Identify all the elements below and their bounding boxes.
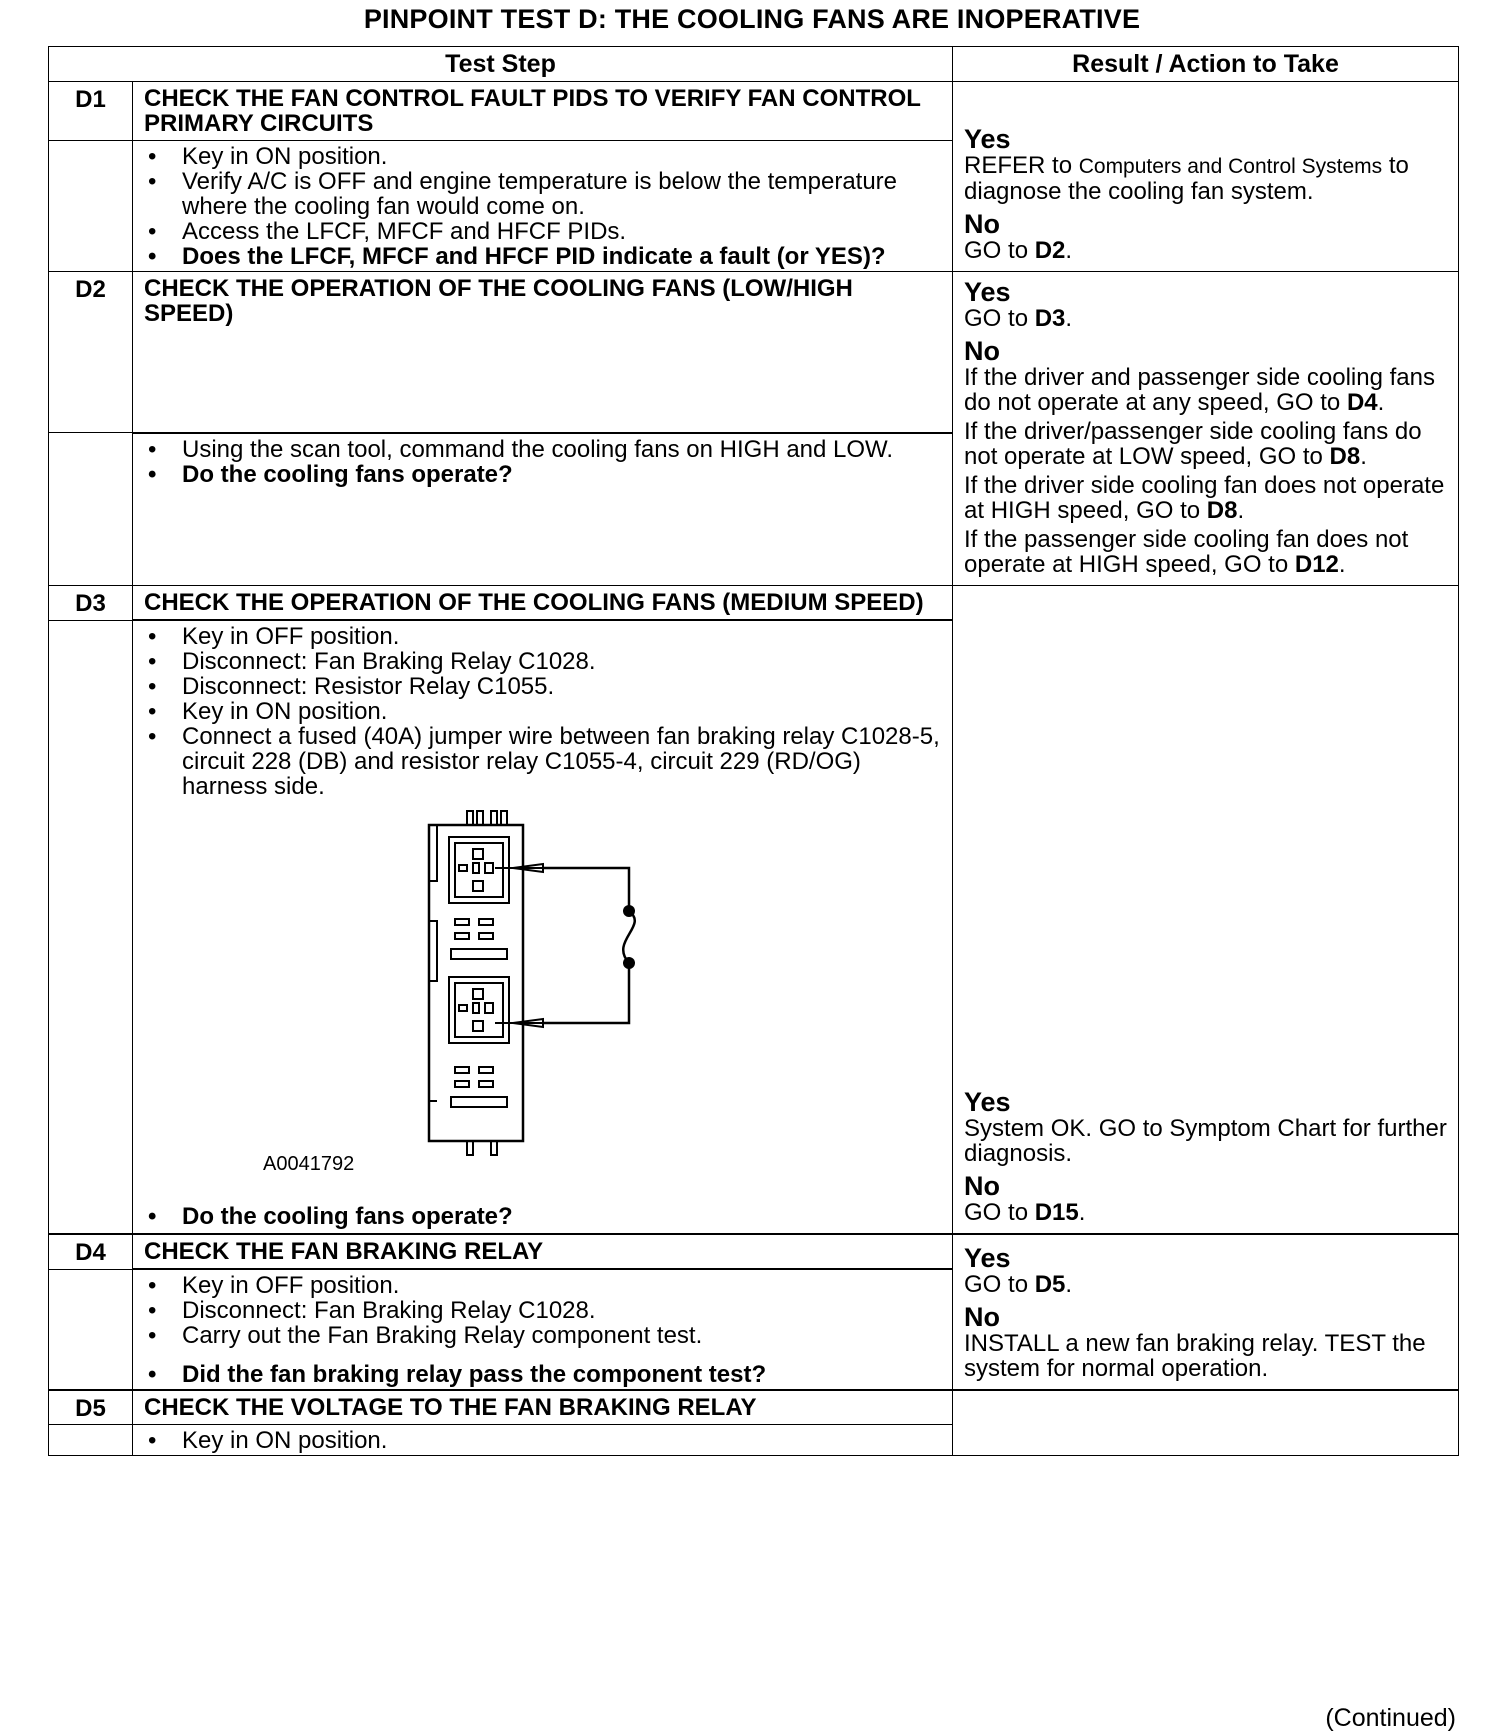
no-action: If the passenger side cooling fan does not operate at HIGH speed, GO to D12. (964, 526, 1409, 578)
pinpoint-test-table (48, 46, 1459, 1456)
yes-label: Yes (964, 1087, 1011, 1117)
no-action: INSTALL a new fan braking relay. TEST the system for normal operation. (964, 1330, 1426, 1382)
step-d3-result (953, 586, 1459, 1235)
step-id: D4 (49, 1234, 133, 1269)
yes-label: Yes (964, 124, 1011, 154)
list-item: • Disconnect: Fan Braking Relay C1028. (145, 1298, 944, 1323)
no-action: GO to D2. (964, 237, 1073, 264)
step-title: CHECK THE FAN CONTROL FAULT PIDS TO VERIFY FAN CONTROL PRIMARY CIRCUITS (133, 82, 953, 141)
step-title: CHECK THE FAN BRAKING RELAY (133, 1234, 953, 1269)
list-item: • Connect a fused (40A) jumper wire between fan braking relay C1028-5, circuit 228 (DB) and resistor relay C1055-4, circuit 229 (RD/OG) harness side. (145, 724, 944, 799)
step-question: • Do the cooling fans operate? (145, 462, 944, 487)
step-d4-body (133, 1269, 953, 1390)
step-d2-body (133, 433, 953, 586)
list-item: • Access the LFCF, MFCF and HFCF PIDs. (145, 219, 944, 244)
step-d2-title-row (49, 272, 1459, 433)
step-d5-title-row (49, 1390, 1459, 1425)
page-title: PINPOINT TEST D: THE COOLING FANS ARE INOPERATIVE (363, 4, 1141, 34)
step-d1-body (133, 141, 953, 272)
relay-diagram-svg (133, 801, 693, 1181)
no-action: If the driver side cooling fan does not operate at HIGH speed, GO to D8. (964, 472, 1445, 524)
step-id: D2 (49, 272, 133, 433)
step-d5-body (133, 1425, 953, 1456)
list-item: • Key in ON position. (145, 1428, 944, 1453)
step-title: CHECK THE OPERATION OF THE COOLING FANS (MEDIUM SPEED) (133, 586, 953, 621)
no-action: If the driver/passenger side cooling fans do not operate at LOW speed, GO to D8. (964, 418, 1422, 470)
step-d2-result (953, 272, 1459, 586)
list-item: • Disconnect: Fan Braking Relay C1028. (145, 649, 944, 674)
list-item: • Using the scan tool, command the cooling fans on HIGH and LOW. (145, 437, 944, 462)
figure-id: A0041792 (263, 1153, 355, 1175)
step-d1-result (953, 82, 1459, 272)
no-label: No (964, 1171, 1001, 1201)
no-label: No (964, 336, 1001, 366)
step-id: D5 (49, 1390, 133, 1425)
list-item: • Carry out the Fan Braking Relay component test. (145, 1323, 944, 1348)
step-question: • Did the fan braking relay pass the component test? (145, 1362, 944, 1387)
header-result: Result / Action to Take (953, 47, 1459, 82)
yes-action: GO to D5. (964, 1271, 1073, 1298)
relay-jumper-figure (133, 801, 952, 1201)
yes-action: System OK. GO to Symptom Chart for further diagnosis. (964, 1115, 1447, 1167)
yes-label: Yes (964, 277, 1011, 307)
no-label: No (964, 209, 1001, 239)
list-item: • Disconnect: Resistor Relay C1055. (145, 674, 944, 699)
step-title: CHECK THE OPERATION OF THE COOLING FANS (LOW/HIGH SPEED) (133, 272, 953, 433)
step-id: D3 (49, 586, 133, 621)
step-d3-title-row (49, 586, 1459, 621)
step-d3-body (133, 620, 953, 1234)
yes-action: REFER to Computers and Control Systems to diagnose the cooling fan system. (964, 152, 1409, 205)
continued-note: (Continued) (1325, 1704, 1456, 1732)
step-d1-title-row (49, 82, 1459, 141)
step-d4-result (953, 1234, 1459, 1390)
header-test-step: Test Step (49, 47, 953, 82)
list-item: • Key in ON position. (145, 144, 944, 169)
step-question: • Do the cooling fans operate? (145, 1204, 944, 1229)
step-d5-result (953, 1390, 1459, 1456)
list-item: • Key in OFF position. (145, 1273, 944, 1298)
list-item: • Verify A/C is OFF and engine temperature is below the temperature where the cooling fan would come on. (145, 169, 944, 219)
list-item: • Key in OFF position. (145, 624, 944, 649)
no-label: No (964, 1302, 1001, 1332)
table-header-row (49, 47, 1459, 82)
step-id: D1 (49, 82, 133, 141)
yes-label: Yes (964, 1243, 1011, 1273)
yes-action: GO to D3. (964, 305, 1073, 332)
no-action: GO to D15. (964, 1199, 1086, 1226)
step-title: CHECK THE VOLTAGE TO THE FAN BRAKING RELAY (133, 1390, 953, 1425)
list-item: • Key in ON position. (145, 699, 944, 724)
step-question: • Does the LFCF, MFCF and HFCF PID indicate a fault (or YES)? (145, 244, 944, 269)
step-d4-title-row (49, 1234, 1459, 1269)
no-action: If the driver and passenger side cooling fans do not operate at any speed, GO to D4. (964, 364, 1435, 416)
